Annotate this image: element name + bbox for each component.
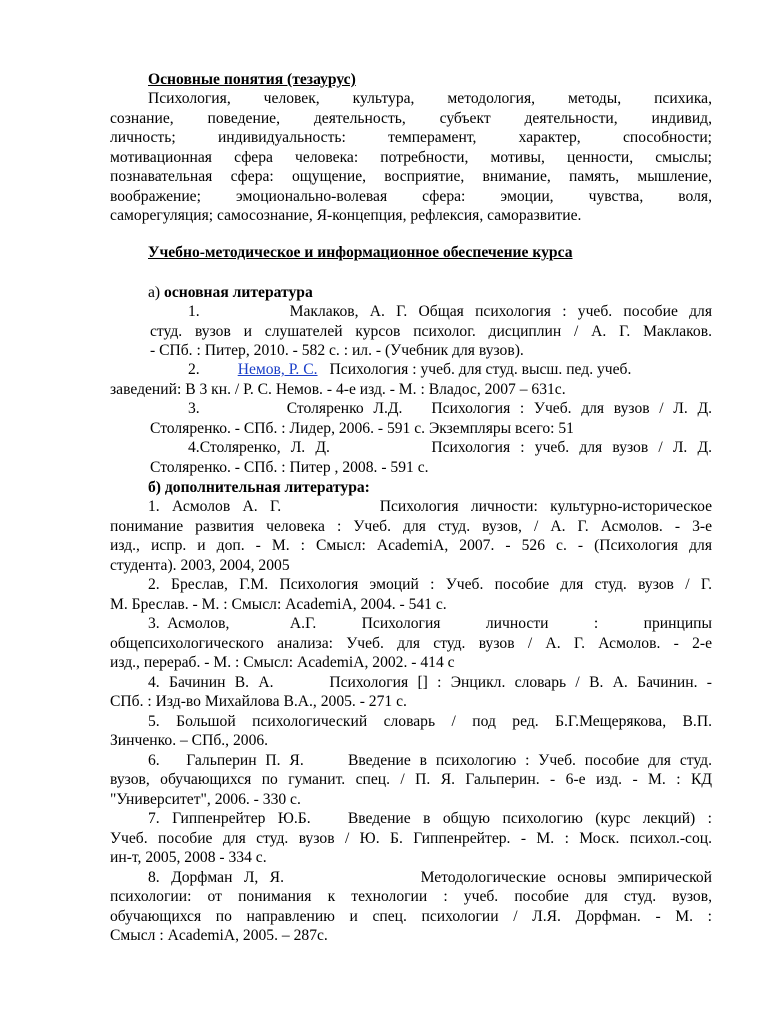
text-line: мотивационная сфера человека: потребности, мотивы, ценности, смыслы; [110,148,712,166]
main-item-4 [150,438,712,477]
item-text: Психология : учеб. для студ. высш. пед. учеб. [329,361,632,378]
main-literature-prefix: а) [148,284,165,301]
author-link[interactable]: Немов, Р. С. [237,361,318,378]
text-line: воображение; эмоционально-волевая сфера: эмоции, чувства, воля, [110,187,712,205]
text-line: Столяренко. - СПб. : Питер , 2008. - 591 с. [150,458,429,476]
text-line: 4. Бачинин В. А. Психология [] : Энцикл. словарь / В. А. Бачинин. - [148,673,712,691]
list-item [110,809,712,868]
text-line: М. Бреслав. - М. : Смысл: AcademiA, 2004. - 541 с. [110,595,447,613]
list-item [110,751,712,810]
main-item-2 [110,360,712,399]
text-line: Психология, человек, культура, методология, методы, психика, [148,90,712,107]
extra-literature-list [110,497,712,946]
text-line: 8. Дорфман Л, Я. Методологические основы эмпирической [148,868,712,886]
thesaurus-heading: Основные понятия (тезаурус) [148,71,356,88]
text-line: психологии: от понимания к технологии : учеб. пособие для студ. вузов, [110,888,712,905]
text-line: 3. Асмолов, А.Г. Психология личности : принципы [148,615,712,632]
item-number: 2. [188,361,200,378]
list-item [110,614,712,673]
text-line: 5. Большой психологический словарь / под ред. Б.Г.Мещерякова, В.П. [148,712,712,730]
text-line: 3. Столяренко Л.Д. Психология : Учеб. для вузов / Л. Д. [188,400,712,417]
extra-literature-heading: б) дополнительная литература: [148,479,370,496]
text-line: Учеб. пособие для студ. вузов / Ю. Б. Гиппенрейтер. - М. : Моск. психол.-соц. [110,829,712,847]
list-item [110,497,712,575]
text-line: познавательная сфера: ощущение, восприятие, внимание, память, мышление, [110,168,712,185]
text-line: 4.Столяренко, Л. Д. Психология : учеб. для вузов / Л. Д. [188,439,712,456]
main-item-1 [150,302,712,361]
text-line: Зинченко. – СПб., 2006. [110,732,269,749]
support-heading: Учебно-методическое и информационное обеспечение курса [148,244,573,261]
text-line: обучающихся по направлению и спец. психологии / Л.Я. Дорфман. - М. : [110,907,712,925]
main-literature-title: основная литература [164,284,313,301]
text-line: 1. Асмолов А. Г. Психология личности: культурно-историческое [148,498,712,515]
text-line: студента). 2003, 2004, 2005 [110,556,290,574]
main-item-3 [150,399,712,438]
text-line: Смысл : AcademiA, 2005. – 287с. [110,927,328,944]
thesaurus-paragraph [110,89,712,226]
text-line: изд., перераб. - М. : Смысл: AcademiA, 2002. - 414 с [110,654,455,671]
text-line: общепсихологического анализа: Учеб. для студ. вузов / А. Г. Асмолов. - 2-е [110,634,712,652]
text-line: 2. Бреслав, Г.М. Психология эмоций : Учеб. пособие для студ. вузов / Г. [148,576,712,593]
text-line: понимание развития человека : Учеб. для студ. вузов, / А. Г. Асмолов. - 3-е [110,517,712,535]
text-line: 1. Маклаков, А. Г. Общая психология : учеб. пособие для [188,303,712,320]
text-line: студ. вузов и слушателей курсов психолог. дисциплин / А. Г. Маклаков. [150,322,712,340]
text-line: СПб. : Изд-во Михайлова В.А., 2005. - 271 с. [110,693,407,710]
list-item [110,673,712,712]
text-line: заведений: В 3 кн. / Р. С. Немов. - 4-е изд. - М. : Владос, 2007 – 631с. [110,380,566,398]
text-line: сознание, поведение, деятельность, субъект деятельности, индивид, [110,109,712,127]
text-line: изд., испр. и доп. - М. : Смысл: AcademiA, 2007. - 526 с. - (Психология для [110,537,712,554]
text-line: вузов, обучающихся по гуманит. спец. / П. Я. Гальперин. - 6-е изд. - М. : КД [110,771,712,788]
list-item [110,575,712,614]
text-line: "Университет", 2006. - 330 с. [110,790,301,808]
text-line [110,360,712,380]
list-item [110,712,712,751]
main-literature-heading [148,283,313,303]
text-line: - СПб. : Питер, 2010. - 582 с. : ил. - (Учебник для вузов). [150,342,524,359]
text-line: 7. Гиппенрейтер Ю.Б. Введение в общую психологию (курс лекций) : [148,810,712,827]
text-line: саморегуляция; самосознание, Я-концепция, рефлексия, саморазвитие. [110,207,582,224]
text-line: 6. Гальперин П. Я. Введение в психологию : Учеб. пособие для студ. [148,751,712,769]
text-line: личность; индивидуальность: темперамент, характер, способности; [110,129,712,146]
text-line: Столяренко. - СПб. : Лидер, 2006. - 591 с. Экземпляры всего: 51 [150,419,574,437]
text-line: ин-т, 2005, 2008 - 334 с. [110,849,267,866]
list-item [110,868,712,946]
